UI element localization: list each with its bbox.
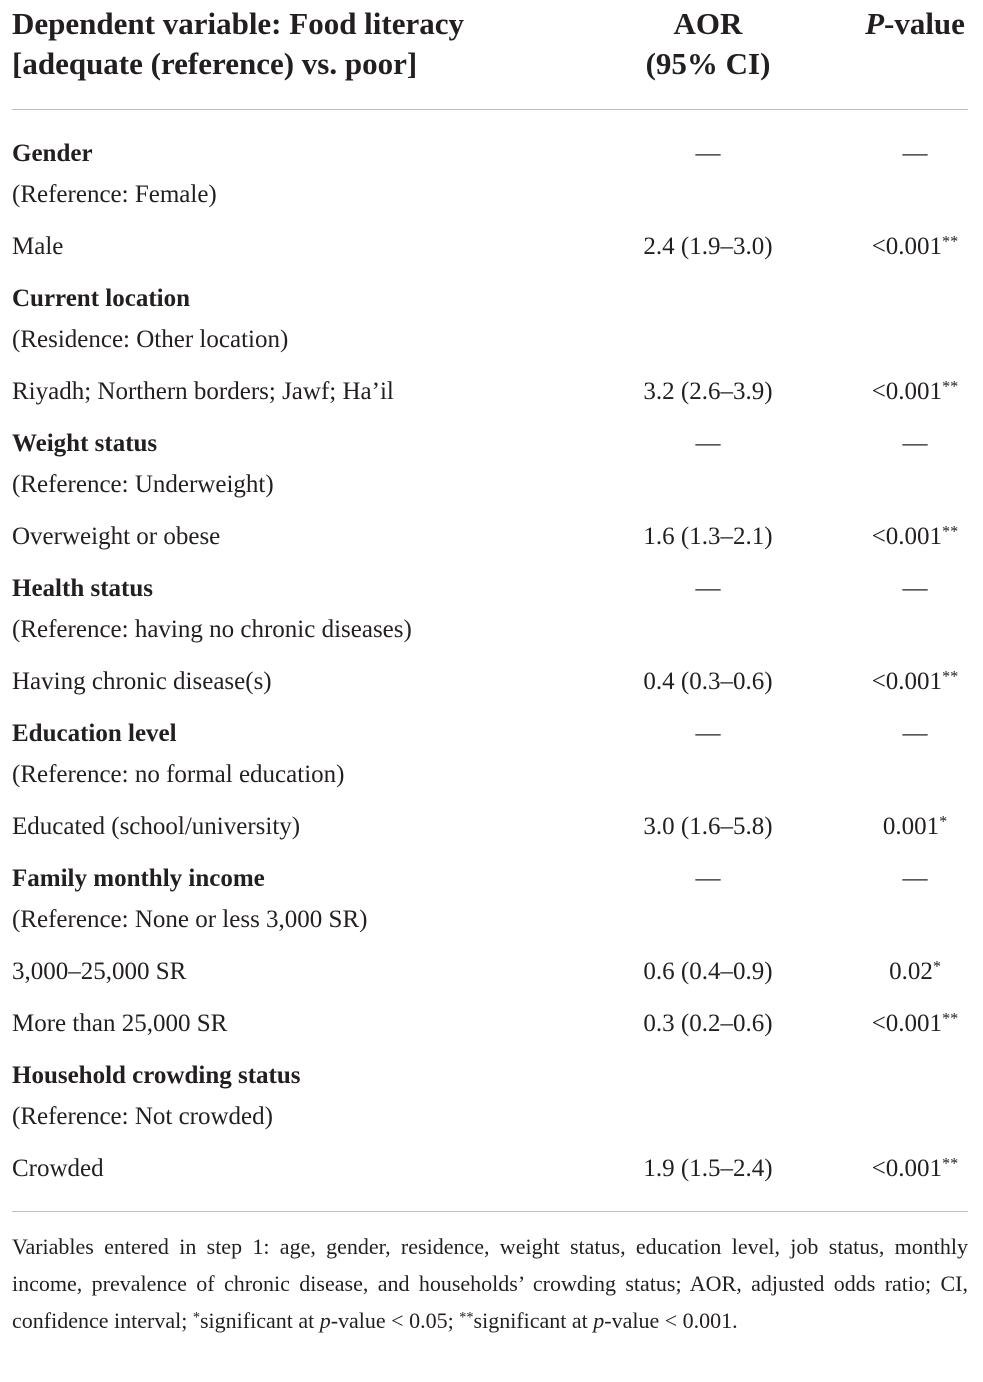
row-aor-value: 1.9 (1.5–2.4) bbox=[643, 1155, 773, 1182]
footnote-text-3: -value < 0.05; bbox=[330, 1308, 460, 1333]
row-aor-value: 0.4 (0.3–0.6) bbox=[643, 668, 773, 695]
row-p-value-text: 0.001 bbox=[882, 813, 940, 840]
row-p-value-text: 0.02 bbox=[889, 958, 933, 985]
table-row bbox=[0, 424, 983, 464]
table-row bbox=[0, 279, 983, 319]
row-aor-value: 1.6 (1.3–2.1) bbox=[643, 523, 773, 550]
row-group-label: Weight status bbox=[12, 430, 158, 457]
row-p-value bbox=[830, 952, 983, 992]
row-label: (Reference: Female) bbox=[12, 181, 217, 208]
row-aor-value: — bbox=[695, 865, 721, 892]
table-row bbox=[0, 662, 983, 702]
footnote-text-2: significant at bbox=[199, 1308, 320, 1333]
row-label: Male bbox=[12, 233, 64, 260]
footnote-mark-2: ** bbox=[459, 1309, 474, 1326]
row-p-value bbox=[830, 807, 983, 847]
row-p-value bbox=[830, 372, 983, 412]
footnote-text-5: -value < 0.001. bbox=[604, 1308, 738, 1333]
row-aor-value: 3.2 (2.6–3.9) bbox=[643, 378, 773, 405]
row-p-value-text: — bbox=[902, 865, 928, 892]
row-p-value-text: <0.001 bbox=[871, 378, 943, 405]
row-group-label: Current location bbox=[12, 285, 190, 312]
row-aor-value: — bbox=[695, 575, 721, 602]
table-footnote bbox=[12, 1228, 968, 1339]
table-row bbox=[0, 372, 983, 412]
table-row bbox=[0, 1004, 983, 1044]
footnote-p-italic-2: p bbox=[593, 1308, 605, 1333]
row-p-value bbox=[830, 1004, 983, 1044]
table-row bbox=[0, 1097, 983, 1137]
row-p-value-text: — bbox=[902, 575, 928, 602]
row-p-value-text: — bbox=[902, 720, 928, 747]
row-label: (Reference: Underweight) bbox=[12, 471, 274, 498]
header-aor-line2: (95% CI) bbox=[645, 46, 771, 81]
header-p-italic: P bbox=[865, 6, 884, 41]
row-group-label: Family monthly income bbox=[12, 865, 265, 892]
row-p-value-text: <0.001 bbox=[871, 1155, 943, 1182]
table-row bbox=[0, 1149, 983, 1189]
table-header-aor bbox=[608, 4, 808, 84]
row-p-value-text: — bbox=[902, 430, 928, 457]
table-row bbox=[0, 1056, 983, 1096]
row-aor-value: 0.3 (0.2–0.6) bbox=[643, 1010, 773, 1037]
table-row bbox=[0, 465, 983, 505]
table-row bbox=[0, 517, 983, 557]
table-row bbox=[0, 952, 983, 992]
table-row bbox=[0, 714, 983, 754]
row-aor-value: — bbox=[695, 140, 721, 167]
row-p-value bbox=[830, 859, 983, 899]
header-aor-line1: AOR bbox=[673, 6, 743, 41]
row-p-value-text: <0.001 bbox=[871, 523, 943, 550]
significance-mark: * bbox=[932, 957, 941, 976]
significance-mark: ** bbox=[942, 232, 959, 251]
row-p-value bbox=[830, 134, 983, 174]
row-p-value-text: <0.001 bbox=[871, 1010, 943, 1037]
table-header-variable bbox=[12, 4, 612, 84]
row-label: (Residence: Other location) bbox=[12, 326, 289, 353]
table-row bbox=[0, 227, 983, 267]
significance-mark: ** bbox=[942, 522, 959, 541]
header-rule bbox=[12, 109, 968, 110]
footnote-p-italic-1: p bbox=[319, 1308, 331, 1333]
row-aor-value: — bbox=[695, 430, 721, 457]
row-aor-value: 2.4 (1.9–3.0) bbox=[643, 233, 773, 260]
table-row bbox=[0, 610, 983, 650]
footnote-mark-1: * bbox=[192, 1309, 200, 1326]
significance-mark: ** bbox=[942, 377, 959, 396]
row-group-label: Gender bbox=[12, 140, 93, 167]
significance-mark: ** bbox=[942, 1009, 959, 1028]
row-label: Overweight or obese bbox=[12, 523, 221, 550]
row-p-value-text: — bbox=[902, 140, 928, 167]
row-group-label: Household crowding status bbox=[12, 1062, 301, 1089]
row-label: (Reference: None or less 3,000 SR) bbox=[12, 906, 368, 933]
row-group-label: Education level bbox=[12, 720, 177, 747]
row-group-label: Health status bbox=[12, 575, 153, 602]
table-row bbox=[0, 175, 983, 215]
footnote-text-1: Variables entered in step 1: age, gender, residence, weight status, education level, job status, monthly income, prevalence of chronic disease, and households’ crowding status; AOR, adjusted odds ratio; CI, confidence interval; bbox=[12, 1234, 968, 1333]
footer-rule bbox=[12, 1211, 968, 1212]
row-p-value bbox=[830, 714, 983, 754]
header-variable-line1: Dependent variable: Food literacy bbox=[12, 6, 465, 41]
header-p-suffix: -value bbox=[884, 6, 965, 41]
footnote-text-4: significant at bbox=[473, 1308, 594, 1333]
row-label: Having chronic disease(s) bbox=[12, 668, 272, 695]
row-label: More than 25,000 SR bbox=[12, 1010, 228, 1037]
row-p-value bbox=[830, 662, 983, 702]
row-label: Riyadh; Northern borders; Jawf; Ha’il bbox=[12, 378, 394, 405]
table-row bbox=[0, 807, 983, 847]
row-p-value bbox=[830, 1149, 983, 1189]
significance-mark: * bbox=[939, 812, 948, 831]
significance-mark: ** bbox=[942, 1154, 959, 1173]
table-row bbox=[0, 859, 983, 899]
table-row bbox=[0, 755, 983, 795]
row-p-value bbox=[830, 227, 983, 267]
table-header-p-value bbox=[830, 4, 983, 44]
row-label: (Reference: no formal education) bbox=[12, 761, 345, 788]
row-label: 3,000–25,000 SR bbox=[12, 958, 187, 985]
significance-mark: ** bbox=[942, 667, 959, 686]
row-aor-value: 0.6 (0.4–0.9) bbox=[643, 958, 773, 985]
row-p-value-text: <0.001 bbox=[871, 668, 943, 695]
row-p-value bbox=[830, 517, 983, 557]
row-aor-value: 3.0 (1.6–5.8) bbox=[643, 813, 773, 840]
row-label: Crowded bbox=[12, 1155, 104, 1182]
header-variable-line2: [adequate (reference) vs. poor] bbox=[12, 46, 418, 81]
row-p-value bbox=[830, 569, 983, 609]
table-row bbox=[0, 900, 983, 940]
table-row bbox=[0, 569, 983, 609]
row-label: Educated (school/university) bbox=[12, 813, 301, 840]
row-label: (Reference: Not crowded) bbox=[12, 1103, 273, 1130]
table-row bbox=[0, 134, 983, 174]
row-label: (Reference: having no chronic diseases) bbox=[12, 616, 412, 643]
table-row bbox=[0, 320, 983, 360]
row-p-value-text: <0.001 bbox=[871, 233, 943, 260]
row-p-value bbox=[830, 424, 983, 464]
row-aor-value: — bbox=[695, 720, 721, 747]
